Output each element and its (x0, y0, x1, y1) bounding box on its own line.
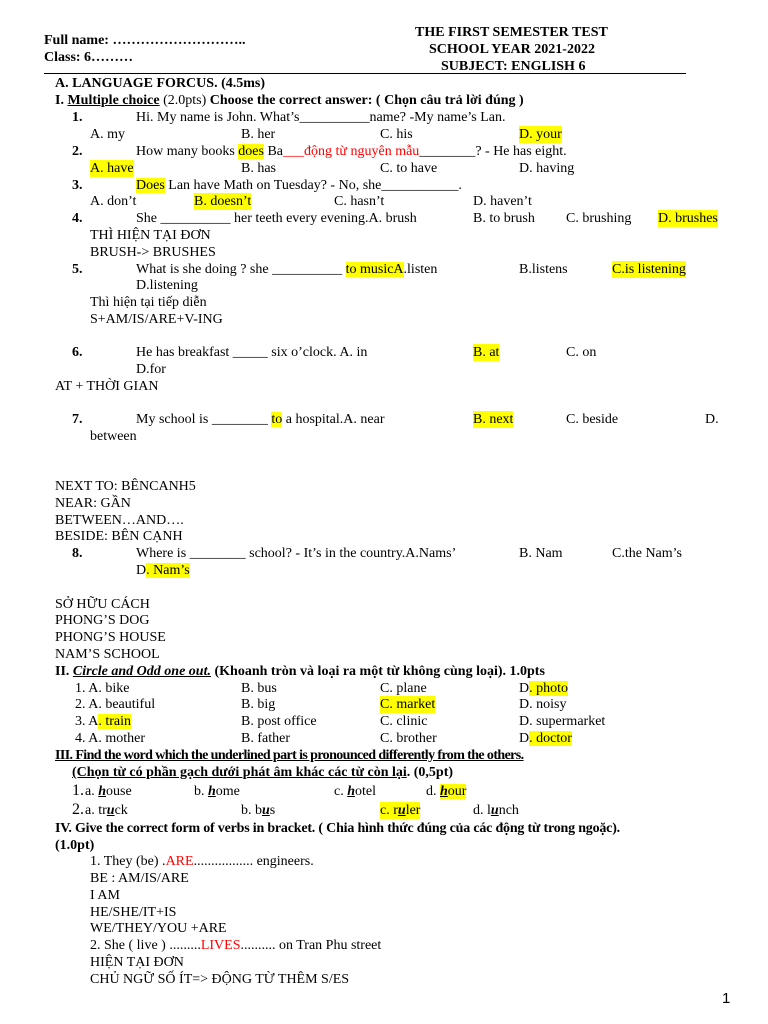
odd-row-1-b: B. bus (241, 681, 277, 696)
q7-note-1: NEXT TO: BÊNCANH5 (55, 479, 196, 494)
part3-heading: III. Find the word which the underlined part is pronounced differently from the others. (55, 748, 524, 763)
q7-option-b: B. next (473, 412, 514, 427)
verb-q1-note-4: WE/THEY/YOU +ARE (90, 921, 227, 936)
verb-q1-note-2: I AM (90, 888, 120, 903)
verb-q2-note-1: HIỆN TẠI ĐƠN (90, 955, 184, 970)
q2-stem: How many books does Ba___động từ nguyên mẫu________? - He has eight. (136, 144, 567, 159)
q3-option-a: A. don’t (90, 194, 137, 209)
test-title: THE FIRST SEMESTER TEST (415, 25, 608, 40)
pron-row-1-c: c. hotel (334, 784, 377, 799)
verb-q2: 2. She ( live ) .........LIVES.......... on Tran Phu street (90, 938, 382, 953)
q5-note-2: S+AM/IS/ARE+V-ING (90, 312, 223, 327)
q5-option-b: B.listens (519, 262, 568, 277)
full-name-line: Full name: ……………………….. (44, 33, 246, 48)
q8-note-2: PHONG’S DOG (55, 613, 150, 628)
q4-option-d: D. brushes (658, 211, 718, 226)
odd-row-1-c: C. plane (380, 681, 427, 696)
q2-option-c: C. to have (380, 161, 438, 176)
q4-note-2: BRUSH-> BRUSHES (90, 245, 216, 260)
q5-stem: What is she doing ? she __________ to musicA.listen (136, 262, 438, 277)
q7-note-4: BESIDE: BÊN CẠNH (55, 529, 183, 544)
part4-points: (1.0pt) (55, 838, 95, 853)
q4-option-b: B. to brush (473, 211, 535, 226)
q7-note-3: BETWEEN…AND…. (55, 513, 184, 528)
q6-stem: He has breakfast _____ six o’clock. A. in (136, 345, 368, 360)
header-divider (44, 73, 686, 74)
subject-line: SUBJECT: ENGLISH 6 (441, 59, 586, 74)
q1-option-b: B. her (241, 127, 276, 142)
q6-option-c: C. on (566, 345, 597, 360)
q1-option-a: A. my (90, 127, 125, 142)
odd-row-2-d: D. noisy (519, 697, 567, 712)
odd-row-2-b: B. big (241, 697, 276, 712)
section-a-heading: A. LANGUAGE FORCUS. (4.5ms) (55, 76, 265, 91)
q7-option-d: D. (705, 412, 719, 427)
odd-row-1-a: 1. A. bike (75, 681, 130, 696)
pron-row-2-a: a. truck (85, 803, 128, 818)
odd-row-2-c: C. market (380, 697, 436, 712)
q8-option-c: C.the Nam’s (612, 546, 682, 561)
q7-stem: My school is ________ to a hospital.A. near (136, 412, 385, 427)
q6-option-d: D.for (136, 362, 166, 377)
q3-option-c: C. hasn’t (334, 194, 385, 209)
q8-number: 8. (72, 546, 83, 561)
verb-q1-note-3: HE/SHE/IT+IS (90, 905, 177, 920)
q5-number: 5. (72, 262, 83, 277)
q8-option-b: B. Nam (519, 546, 563, 561)
q2-option-d: D. having (519, 161, 575, 176)
q7-option-c: C. beside (566, 412, 619, 427)
q1-stem: Hi. My name is John. What’s__________name? -My name’s Lan. (136, 110, 506, 125)
q3-option-d: D. haven’t (473, 194, 532, 209)
class-line: Class: 6……… (44, 50, 134, 65)
q7-number: 7. (72, 412, 83, 427)
pron-row-2-d: d. lunch (473, 803, 519, 818)
q8-note-3: PHONG’S HOUSE (55, 630, 166, 645)
q8-note-1: SỞ HỮU CÁCH (55, 597, 150, 612)
odd-row-1-d: D. photo (519, 681, 569, 696)
q4-note-1: THÌ HIỆN TẠI ĐƠN (90, 228, 211, 243)
q5-option-d: D.listening (136, 278, 198, 293)
pron-row-1-number: 1. (72, 782, 84, 799)
odd-row-2-a: 2. A. beautiful (75, 697, 156, 712)
odd-row-3-d: D. supermarket (519, 714, 606, 729)
pron-row-2-number: 2. (72, 801, 84, 818)
q7-option-d-word: between (90, 429, 137, 444)
q8-stem: Where is ________ school? - It’s in the country.A.Nams’ (136, 546, 457, 561)
q1-option-d: D. your (519, 127, 562, 142)
q4-number: 4. (72, 211, 83, 226)
q3-option-b: B. doesn’t (194, 194, 252, 209)
verb-q2-note-2: CHỦ NGỮ SỐ ÍT=> ĐỘNG TỪ THÊM S/ES (90, 972, 350, 987)
q6-note: AT + THỜI GIAN (55, 379, 159, 394)
pron-row-2-b: b. bus (241, 803, 276, 818)
pron-row-1-a: a. house (85, 784, 132, 799)
q2-number: 2. (72, 144, 83, 159)
verb-q1: 1. They (be) .ARE................. engineers. (90, 854, 314, 869)
school-year: SCHOOL YEAR 2021-2022 (429, 42, 595, 57)
q5-option-c: C.is listening (612, 262, 686, 277)
q8-note-4: NAM’S SCHOOL (55, 647, 160, 662)
part2-heading: II. Circle and Odd one out. (Khoanh tròn và loại ra một từ không cùng loại). 1.0pts (55, 664, 545, 679)
odd-row-3-b: B. post office (241, 714, 317, 729)
pron-row-1-d: d. hour (426, 784, 467, 799)
q1-number: 1. (72, 110, 83, 125)
q3-number: 3. (72, 178, 83, 193)
q4-option-c: C. brushing (566, 211, 632, 226)
part1-heading: I. Multiple choice (2.0pts) Choose the correct answer: ( Chọn câu trả lời đúng ) (55, 93, 524, 108)
q1-option-c: C. his (380, 127, 413, 142)
odd-row-4-a: 4. A. mother (75, 731, 145, 746)
pron-row-1-b: b. home (194, 784, 240, 799)
verb-q1-note-1: BE : AM/IS/ARE (90, 871, 189, 886)
odd-row-3-a: 3. A. train (75, 714, 131, 729)
pron-row-2-c: c. ruler (380, 803, 421, 818)
odd-row-4-b: B. father (241, 731, 290, 746)
odd-row-4-d: D. doctor (519, 731, 572, 746)
odd-row-4-c: C. brother (380, 731, 437, 746)
part3-subheading: (Chọn từ có phần gạch dưới phát âm khác các từ còn lại. (0,5pt) (72, 765, 454, 780)
q3-stem: Does Lan have Math on Tuesday? - No, she___________. (136, 178, 462, 193)
q4-stem: She __________ her teeth every evening.A. brush (136, 211, 417, 226)
q5-note-1: Thì hiện tại tiếp diễn (90, 295, 207, 310)
page-number: 1 (722, 990, 731, 1007)
q2-option-a: A. have (90, 161, 134, 176)
q8-option-d: D. Nam’s (136, 563, 190, 578)
q7-note-2: NEAR: GẦN (55, 496, 131, 511)
q2-option-b: B. has (241, 161, 276, 176)
q6-number: 6. (72, 345, 83, 360)
odd-row-3-c: C. clinic (380, 714, 428, 729)
part4-heading: IV. Give the correct form of verbs in bracket. ( Chia hình thức đúng của các động từ trong ngoặc). (55, 821, 620, 836)
q6-option-b: B. at (473, 345, 500, 360)
